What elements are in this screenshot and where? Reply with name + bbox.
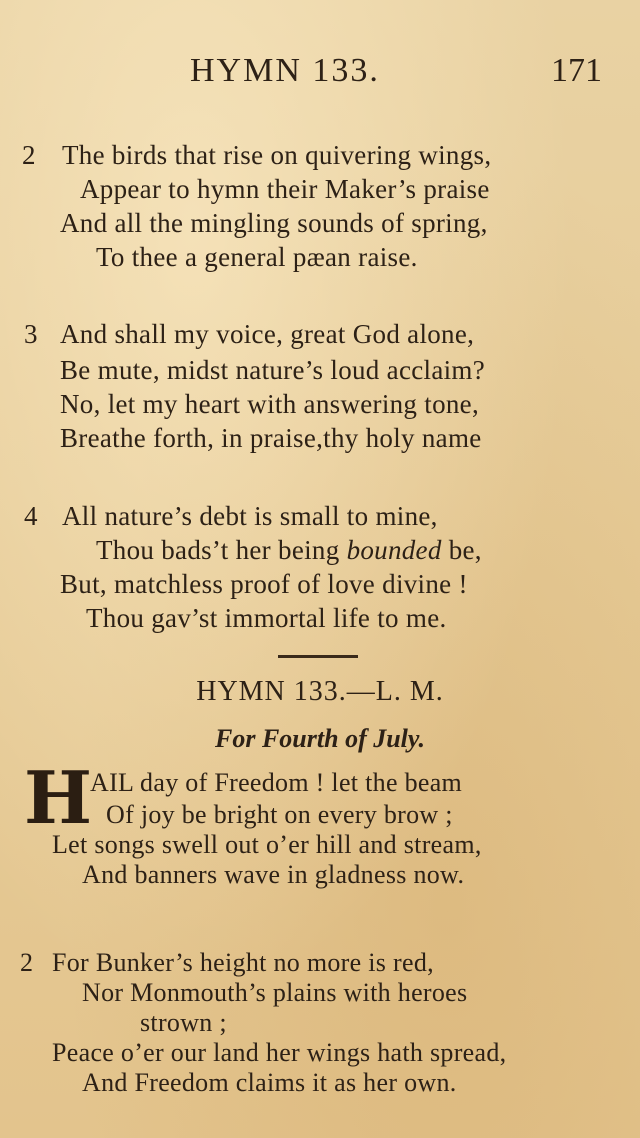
verse-line: And banners wave in gladness now. [82, 860, 465, 889]
verse-line [96, 535, 482, 566]
verse-line: To thee a general pæan raise. [96, 242, 418, 272]
italic-word: bounded [346, 535, 442, 565]
verse-line: And Freedom claims it as her own. [82, 1068, 457, 1097]
verse-line: Breathe forth, in praise,thy holy name [60, 423, 482, 453]
verse-line: Of joy be bright on every brow ; [106, 800, 453, 829]
verse-line: strown ; [140, 1008, 227, 1037]
verse-line: But, matchless proof of love divine ! [60, 569, 468, 599]
hymn-heading: HYMN 133.—L. M. [196, 676, 444, 707]
verse-line: Be mute, midst nature’s loud acclaim? [60, 355, 485, 385]
verse-text: Thou bads’t her being [96, 535, 340, 565]
verse-line: Appear to hymn their Maker’s praise [80, 174, 490, 204]
stanza-number: 3 [24, 319, 38, 349]
running-header [0, 52, 640, 98]
verse-line: And all the mingling sounds of spring, [60, 208, 488, 238]
verse-line: Nor Monmouth’s plains with heroes [82, 978, 468, 1007]
verse-line: AIL day of Freedom ! let the beam [90, 768, 463, 797]
verse-line: The birds that rise on quivering wings, [62, 140, 492, 170]
hymn-subtitle: For Fourth of July. [215, 724, 425, 753]
page-number: 171 [551, 52, 602, 89]
hymn-title: HYMN 133. [190, 52, 380, 89]
verse-line: Thou gav’st immortal life to me. [86, 603, 447, 633]
verse-line: And shall my voice, great God alone, [60, 319, 475, 349]
verse-line: Let songs swell out o’er hill and stream, [52, 830, 482, 859]
section-divider [278, 655, 358, 658]
stanza-number: 4 [24, 501, 38, 531]
verse-line: Peace o’er our land her wings hath spread, [52, 1038, 507, 1067]
verse-text: be, [448, 535, 482, 565]
stanza-number: 2 [20, 948, 33, 977]
verse-line: No, let my heart with answering tone, [60, 389, 479, 419]
verse-line: All nature’s debt is small to mine, [62, 501, 438, 531]
verse-line: For Bunker’s height no more is red, [52, 948, 434, 977]
drop-cap: H [24, 755, 93, 840]
stanza-number: 2 [22, 140, 36, 170]
